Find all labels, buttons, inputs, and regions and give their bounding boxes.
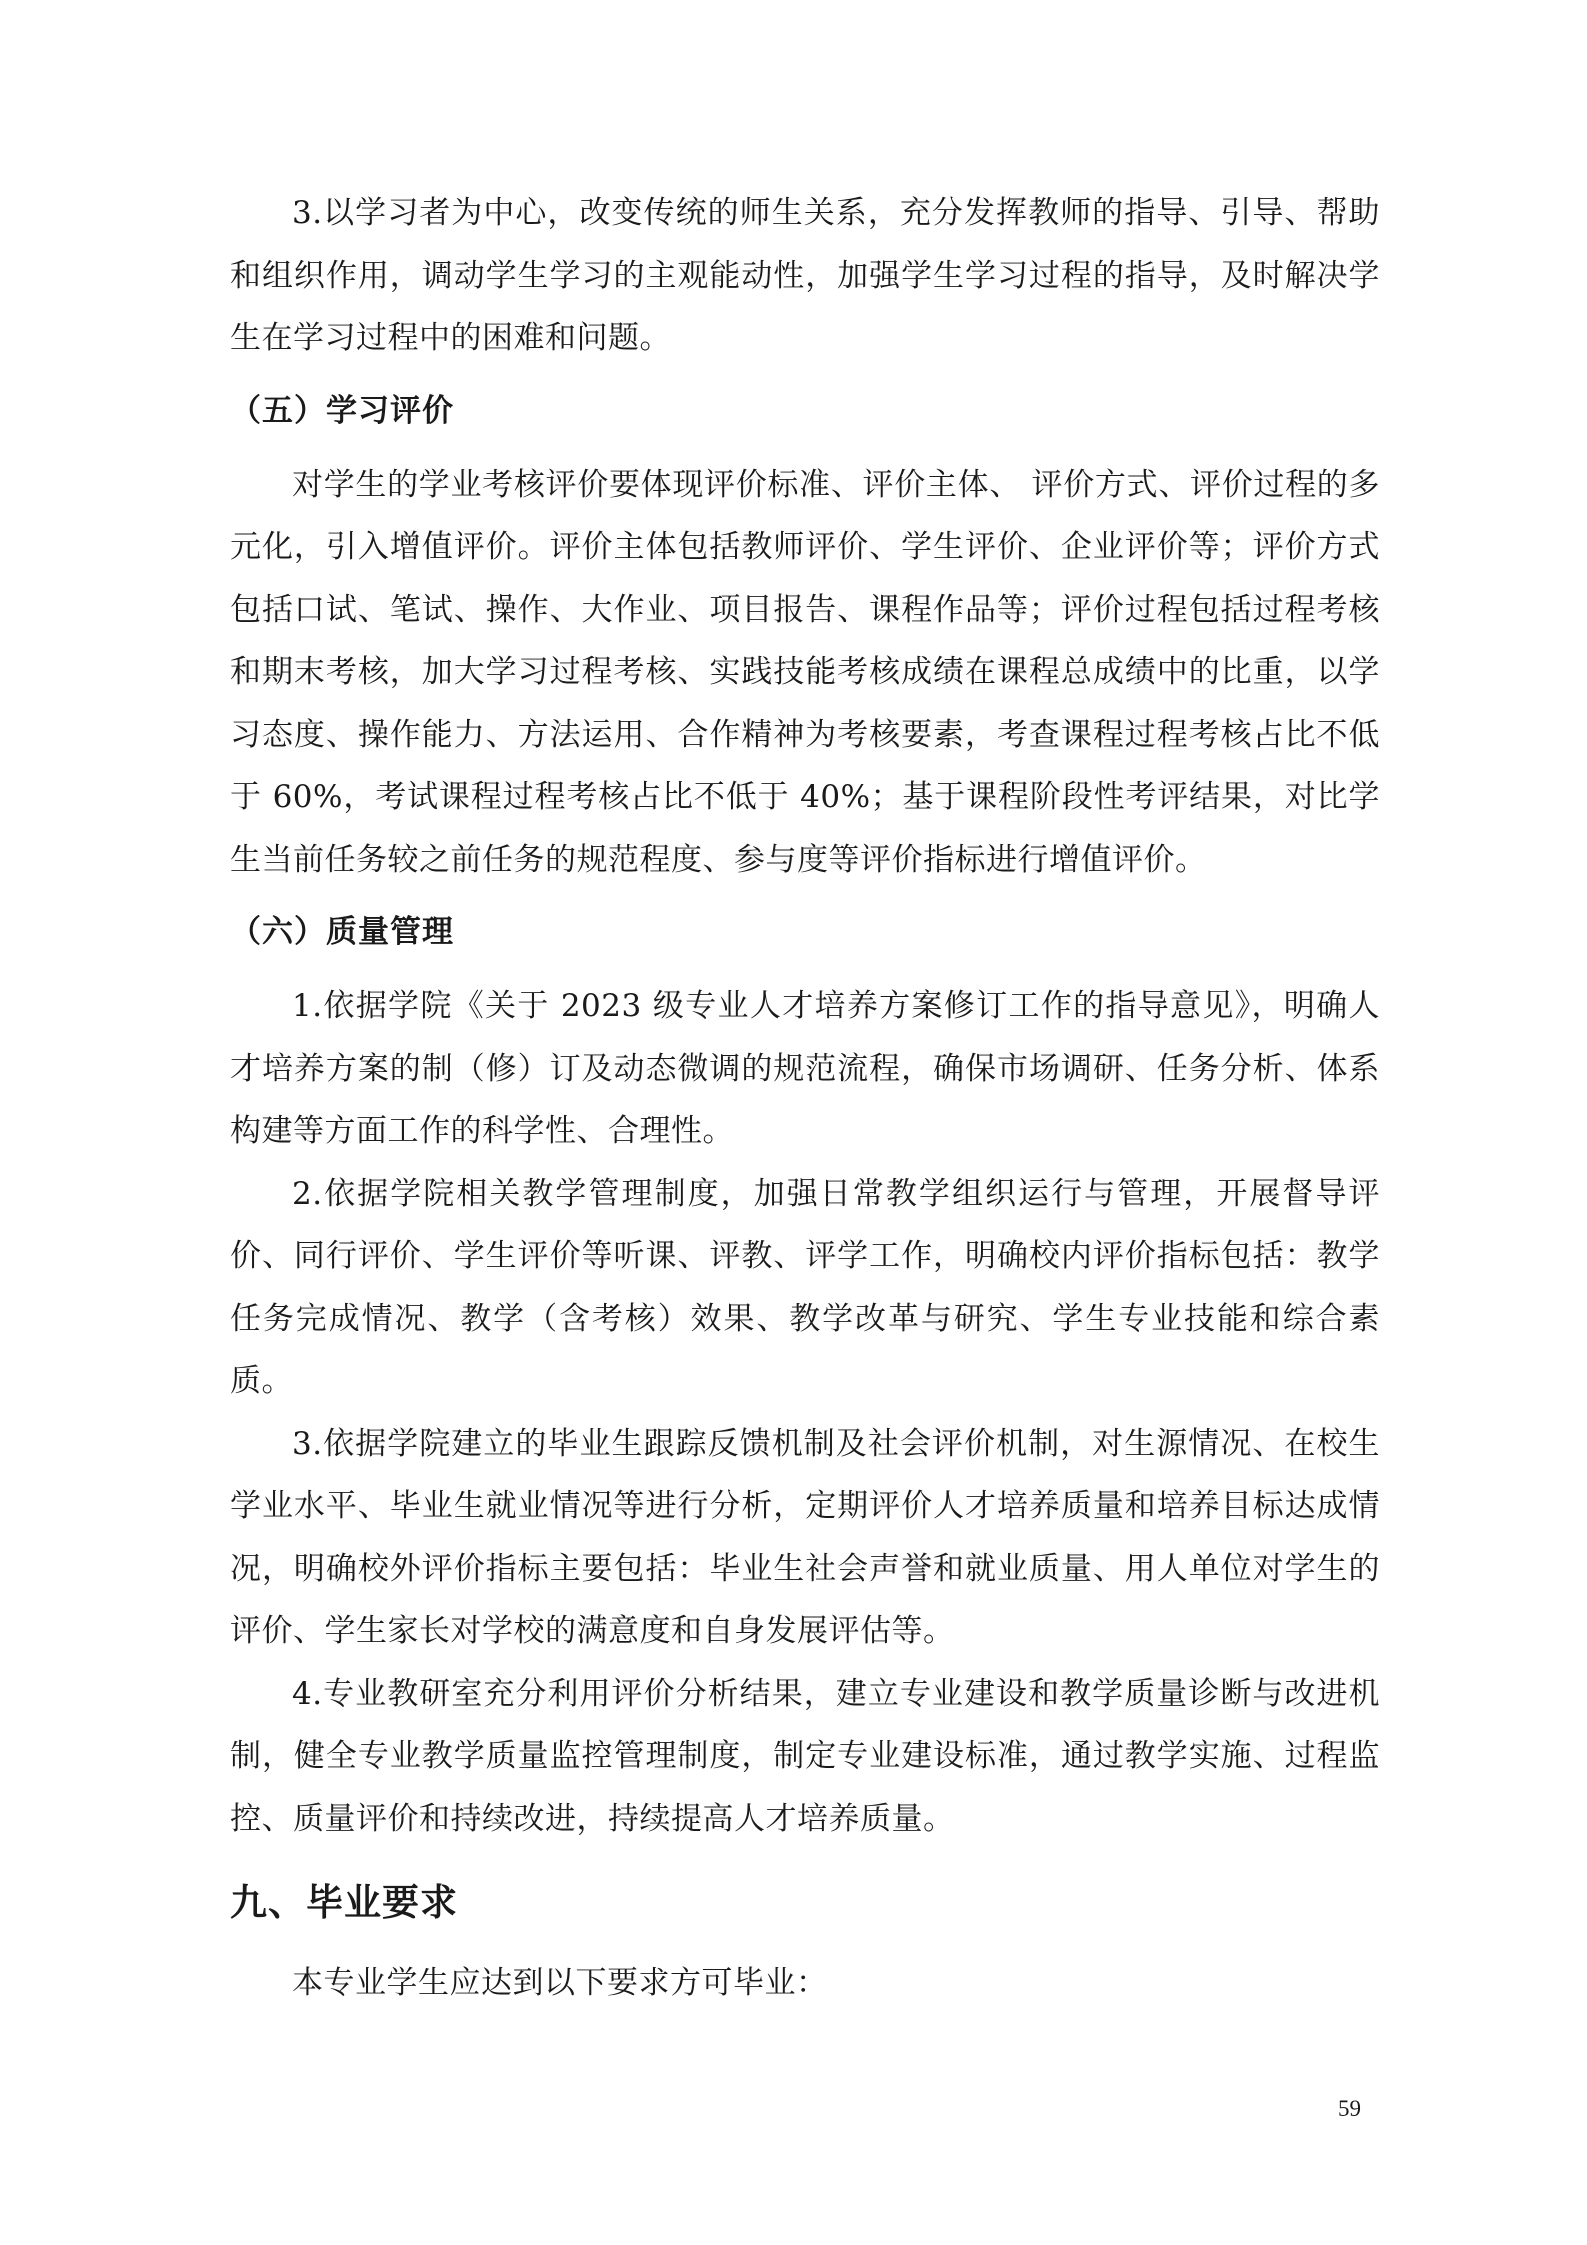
document-page: [230, 182, 1380, 2015]
paragraph-quality-item-2: 2.依据学院相关教学管理制度，加强日常教学组织运行与管理，开展督导评价、同行评价、学生评价等听课、评教、评学工作，明确校内评价指标包括：教学任务完成情况、教学（含考核）效果、教学改革与研究、学生专业技能和综合素质。: [230, 1175, 1380, 1399]
paragraph-learning-evaluation: 对学生的学业考核评价要体现评价标准、评价主体、 评价方式、评价过程的多元化，引入增值评价。评价主体包括教师评价、学生评价、企业评价等；评价方式包括口试、笔试、操作、大作业、项目报告、课程作品等；评价过程包括过程考核和期末考核，加大学习过程考核、实践技能考核成绩在课程总成绩中的比重，以学习态度、操作能力、方法运用、合作精神为考核要素，考查课程过程考核占比不低于 60%，考试课程过程考核占比不低于 40%；基于课程阶段性考评结果，对比学生当前任务较之前任务的规范程度、参与度等评价指标进行增值评价。: [230, 466, 1380, 878]
paragraph-quality-item-1: 1.依据学院《关于 2023 级专业人才培养方案修订工作的指导意见》，明确人才培养方案的制（修）订及动态微调的规范流程，确保市场调研、任务分析、体系构建等方面工作的科学性、合理性。: [230, 988, 1380, 1149]
paragraph-quality-item-4: 4.专业教研室充分利用评价分析结果，建立专业建设和教学质量诊断与改进机制，健全专业教学质量监控管理制度，制定专业建设标准，通过教学实施、过程监控、质量评价和持续改进，持续提高人才培养质量。: [230, 1675, 1380, 1837]
paragraph-learning-process: 3.以学习者为中心，改变传统的师生关系，充分发挥教师的指导、引导、帮助和组织作用，调动学生学习的主观能动性，加强学生学习过程的指导，及时解决学生在学习过程中的困难和问题。: [230, 195, 1380, 356]
page-number: 59: [1338, 2096, 1361, 2121]
paragraph-quality-item-3: 3.依据学院建立的毕业生跟踪反馈机制及社会评价机制，对生源情况、在校生学业水平、毕业生就业情况等进行分析，定期评价人才培养质量和培养目标达成情况，明确校外评价指标主要包括：毕业生社会声誉和就业质量、用人单位对学生的评价、学生家长对学校的满意度和自身发展评估等。: [230, 1425, 1380, 1649]
heading-graduation-requirements: 九、毕业要求: [230, 1881, 458, 1924]
paragraph-graduation-intro: 本专业学生应达到以下要求方可毕业：: [292, 1965, 828, 2001]
heading-learning-evaluation: （五）学习评价: [230, 392, 454, 429]
heading-quality-management: （六）质量管理: [230, 914, 454, 950]
